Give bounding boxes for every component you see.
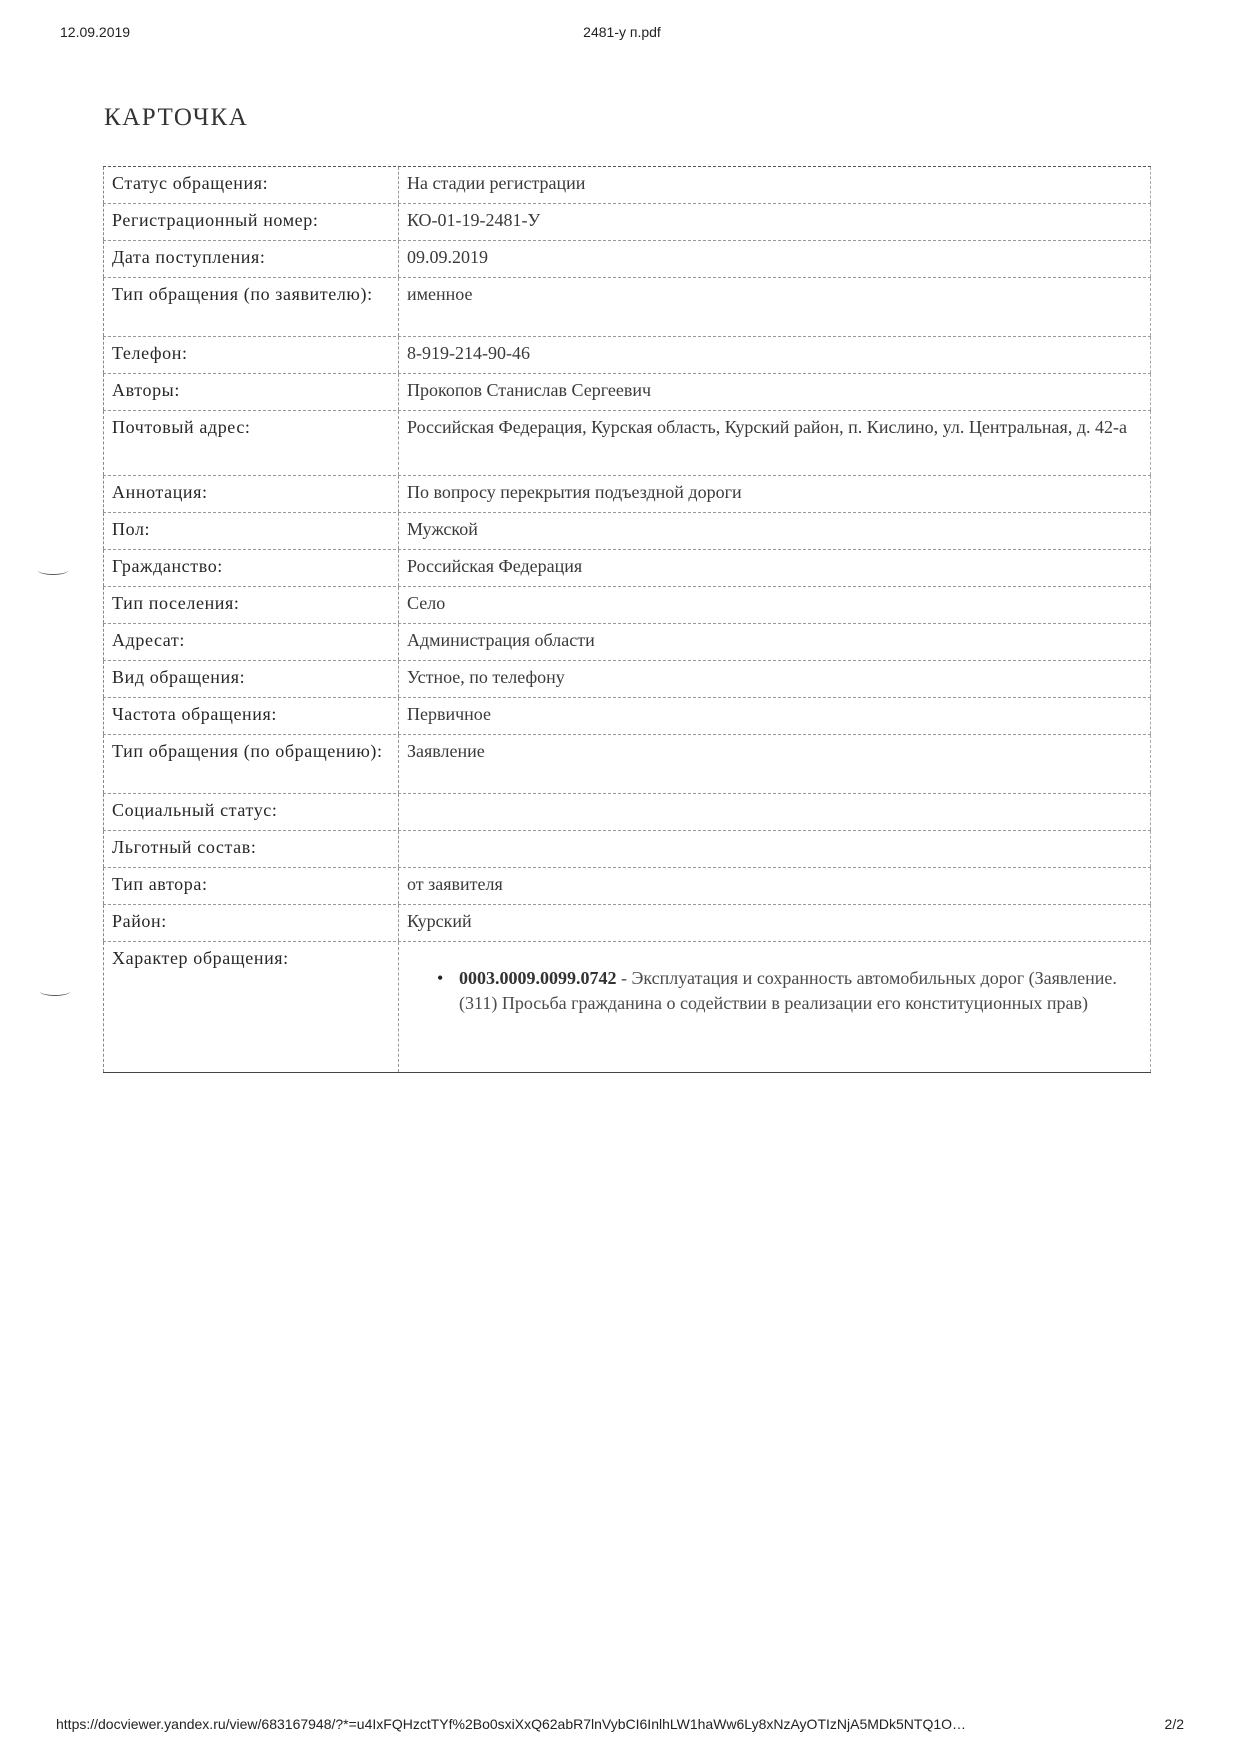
field-label: Тип обращения (по обращению): [103, 735, 399, 793]
field-label: Дата поступления: [103, 241, 399, 277]
card-row-status [103, 167, 1151, 204]
card-row-district [103, 905, 1151, 942]
card-row-postal-address [103, 411, 1151, 476]
field-value: 8-919-214-90-46 [399, 337, 1151, 373]
card-row-authors [103, 374, 1151, 411]
issue-code: 0003.0009.0099.0742 [459, 968, 617, 988]
card-row-gender [103, 513, 1151, 550]
field-value: Российская Федерация [399, 550, 1151, 586]
field-value: Устное, по телефону [399, 661, 1151, 697]
field-label: Авторы: [103, 374, 399, 410]
field-value: Администрация области [399, 624, 1151, 660]
document-filename: 2481-у п.pdf [583, 24, 661, 40]
field-value: Курский [399, 905, 1151, 941]
card-row-date [103, 241, 1151, 278]
card-row-appeal-type [103, 735, 1151, 794]
card-row-citizenship [103, 550, 1151, 587]
field-label: Тип поселения: [103, 587, 399, 623]
card-row-annotation [103, 476, 1151, 513]
card-title: КАРТОЧКА [104, 104, 249, 131]
scan-artifact-mark [40, 987, 70, 996]
field-label: Статус обращения: [103, 167, 399, 203]
card-row-appeal-kind [103, 661, 1151, 698]
card-table [103, 166, 1151, 1073]
issue-list [407, 966, 1142, 1016]
field-label: Частота обращения: [103, 698, 399, 734]
field-label: Тип автора: [103, 868, 399, 904]
issue-description: - Эксплуатация и сохранность автомобильных дорог (Заявление. (311) Просьба гражданина о содействии в реализации его конституционных прав) [459, 968, 1117, 1013]
field-value: именное [399, 278, 1151, 336]
card-row-author-type [103, 868, 1151, 905]
field-label: Социальный статус: [103, 794, 399, 830]
field-value: Российская Федерация, Курская область, Курский район, п. Кислино, ул. Центральная, д. 42-а [399, 411, 1151, 475]
list-item [459, 966, 1142, 1016]
field-value: Мужской [399, 513, 1151, 549]
field-label: Льготный состав: [103, 831, 399, 867]
field-label: Район: [103, 905, 399, 941]
card-row-reg-number [103, 204, 1151, 241]
source-url: https://docviewer.yandex.ru/view/683167948/?*=u4IxFQHzctTYf%2Bo0sxiXxQ62abR7lnVybCI6InlhLW1haWw6Ly8xNzAyOTIzNjA5MDk5NTQ1O… [56, 1716, 967, 1732]
card-row-phone [103, 337, 1151, 374]
field-value [399, 942, 1151, 1072]
card-row-settlement-type [103, 587, 1151, 624]
field-label: Тип обращения (по заявителю): [103, 278, 399, 336]
card-row-applicant-type [103, 278, 1151, 337]
field-label: Пол: [103, 513, 399, 549]
field-label: Аннотация: [103, 476, 399, 512]
field-value: Село [399, 587, 1151, 623]
card-row-social-status [103, 794, 1151, 831]
field-label: Характер обращения: [103, 942, 399, 1072]
card-row-benefits [103, 831, 1151, 868]
field-label: Адресат: [103, 624, 399, 660]
field-value: Заявление [399, 735, 1151, 793]
field-label: Вид обращения: [103, 661, 399, 697]
field-value: По вопросу перекрытия подъездной дороги [399, 476, 1151, 512]
print-date: 12.09.2019 [60, 24, 131, 40]
field-value: Прокопов Станислав Сергеевич [399, 374, 1151, 410]
field-label: Гражданство: [103, 550, 399, 586]
field-label: Телефон: [103, 337, 399, 373]
field-label: Почтовый адрес: [103, 411, 399, 475]
field-value: от заявителя [399, 868, 1151, 904]
card-row-nature [103, 942, 1151, 1072]
field-value: На стадии регистрации [399, 167, 1151, 203]
field-value [399, 794, 1151, 830]
field-value: Первичное [399, 698, 1151, 734]
field-value: 09.09.2019 [399, 241, 1151, 277]
card-row-addressee [103, 624, 1151, 661]
page-number: 2/2 [1164, 1716, 1184, 1732]
field-value [399, 831, 1151, 867]
field-label: Регистрационный номер: [103, 204, 399, 240]
field-value: КО-01-19-2481-У [399, 204, 1151, 240]
card-row-frequency [103, 698, 1151, 735]
scan-artifact-mark [38, 566, 68, 575]
